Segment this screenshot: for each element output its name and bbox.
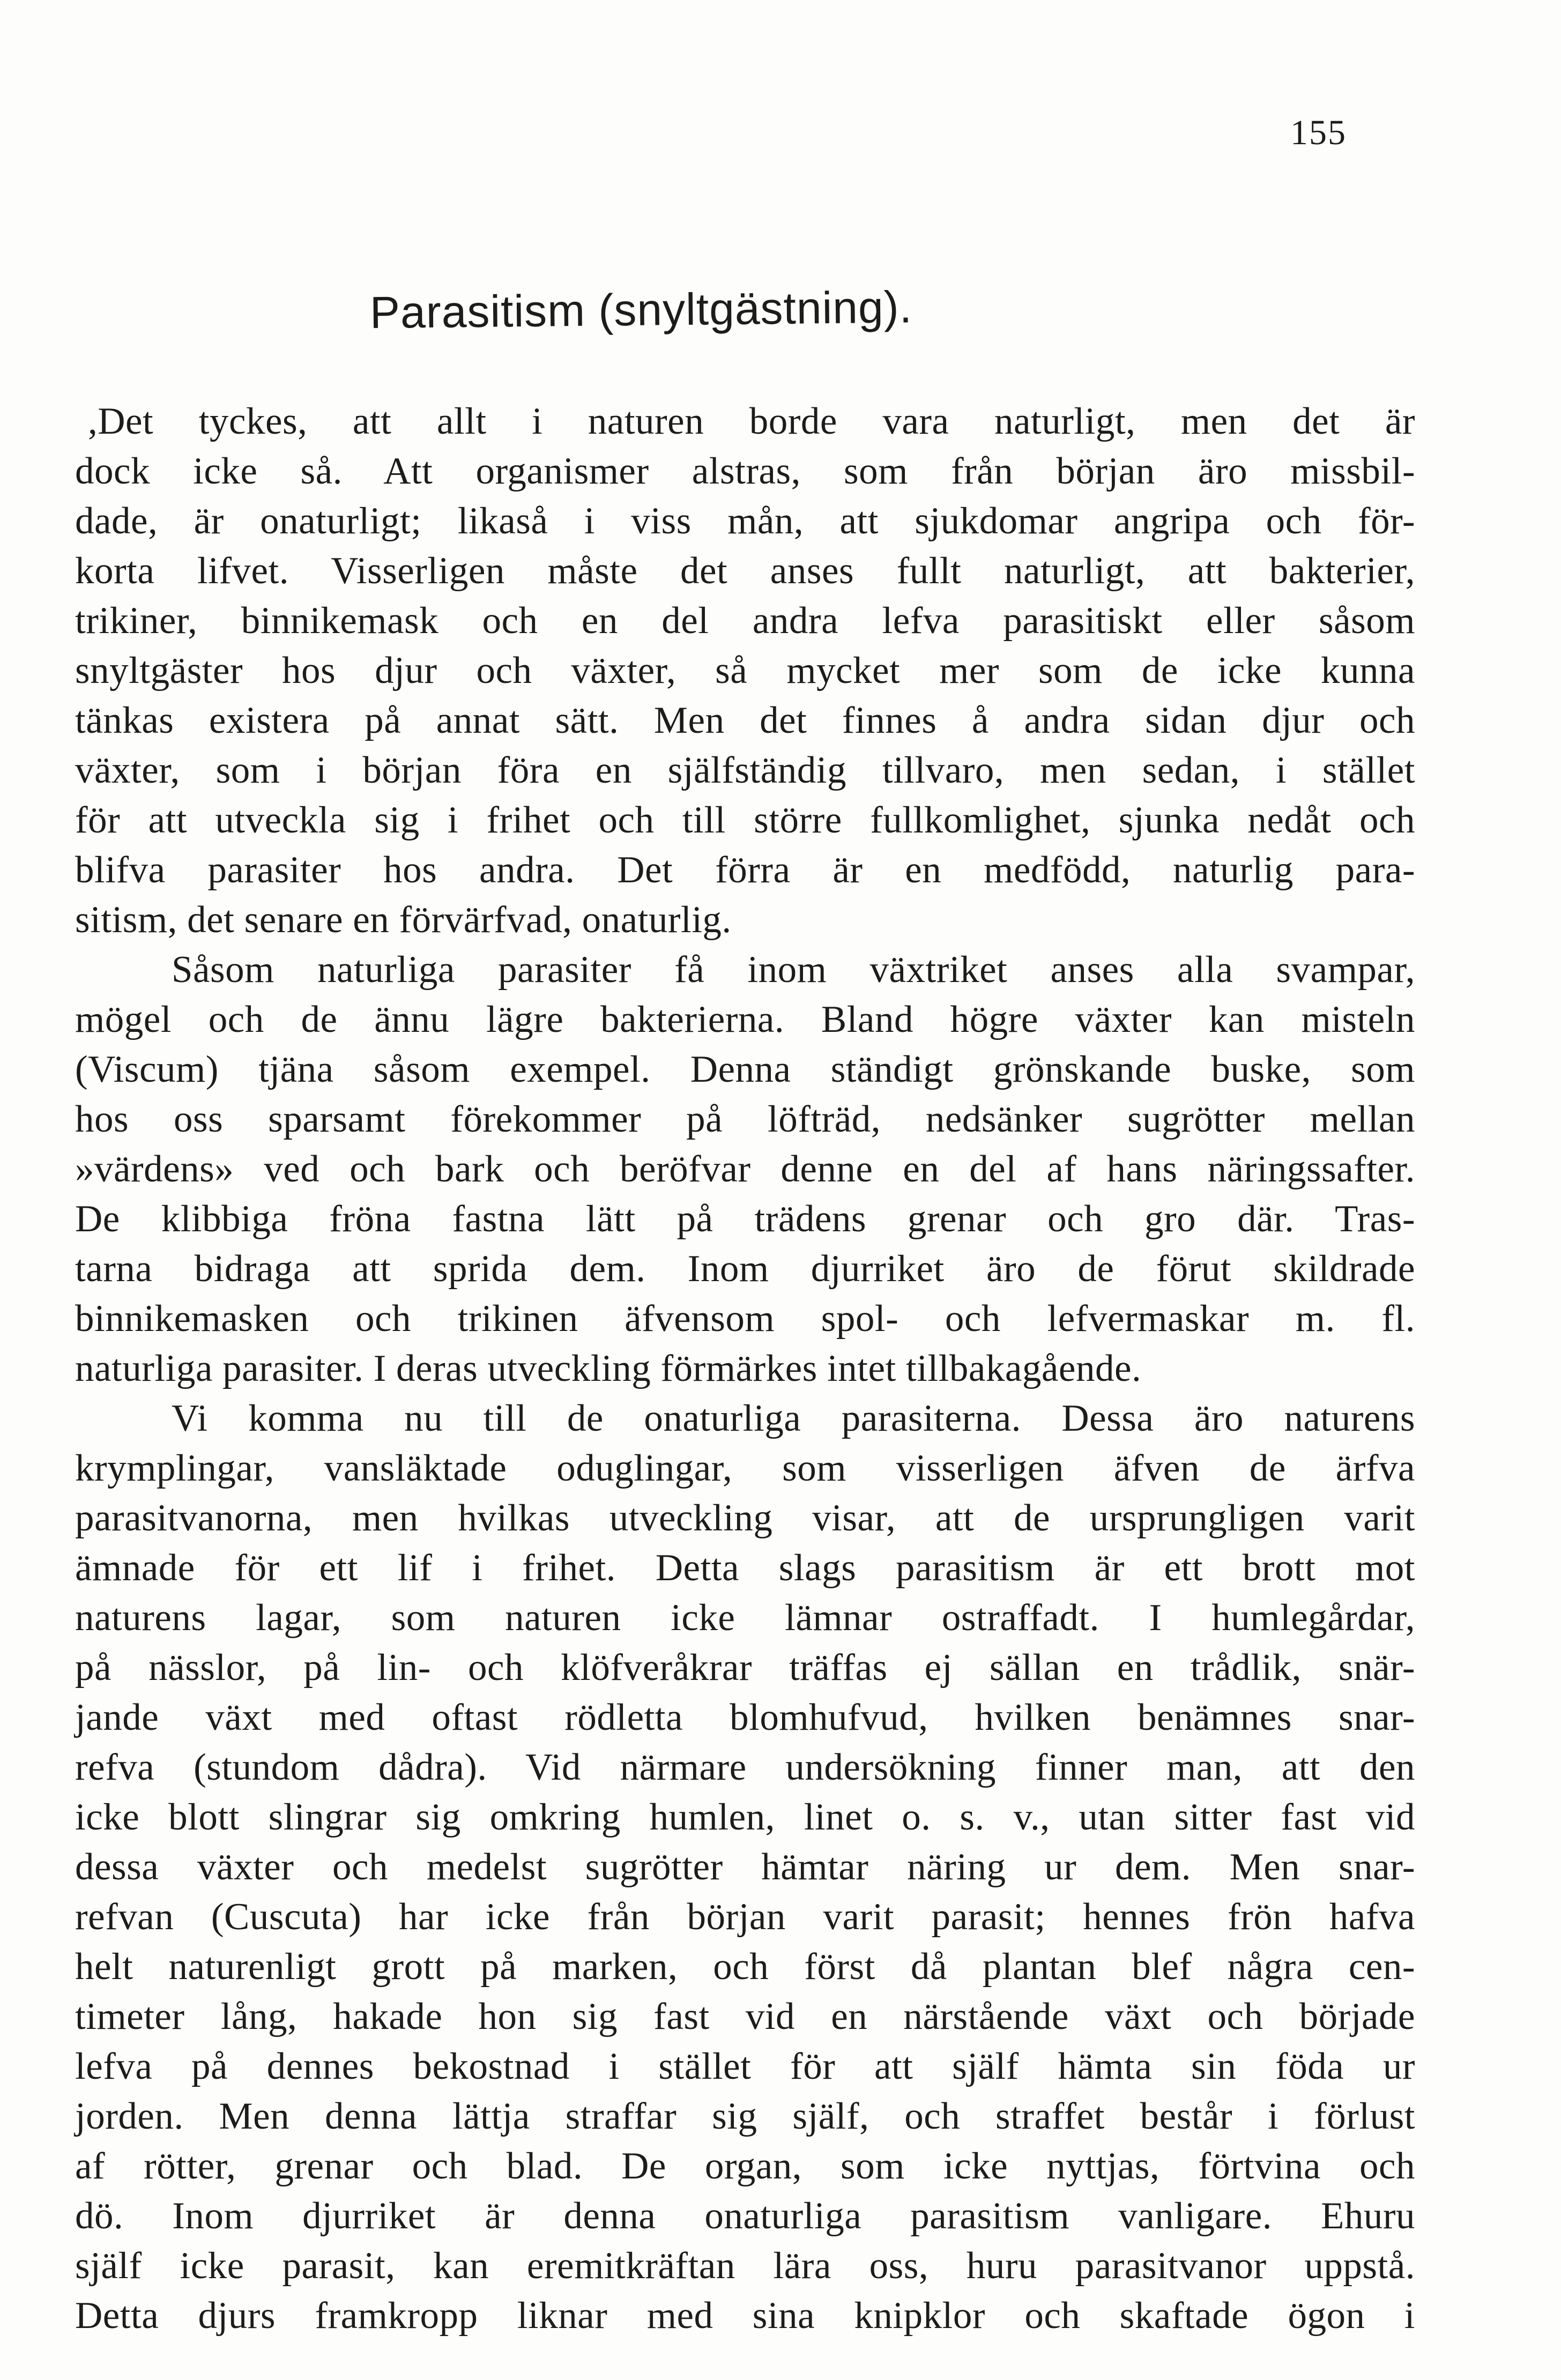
text-line: sitism, det senare en förvärfvad, onaturlig. [75,899,732,941]
text-line: tarna bidraga att sprida dem. Inom djurriket äro de förut skildrade [75,1248,1415,1290]
text-line: trikiner, binnikemask och en del andra lefva parasitiskt eller såsom [75,600,1415,642]
text-line: lefva på dennes bekostnad i stället för att själf hämta sin föda ur [75,2046,1415,2087]
text-line: snyltgäster hos djur och växter, så mycket mer som de icke kunna [75,650,1415,691]
text-line: »värdens» ved och bark och beröfvar denne en del af hans näringssafter. [75,1148,1415,1190]
text-line: dessa växter och medelst sugrötter hämtar näring ur dem. Men snar- [75,1846,1415,1888]
body-text [75,397,1415,2341]
text-line: af rötter, grenar och blad. De organ, som icke nyttjas, förtvina och [75,2145,1415,2187]
text-line: ,Det tyckes, att allt i naturen borde vara naturligt, men det är [88,400,1415,442]
text-line: dö. Inom djurriket är denna onaturliga parasitism vanligare. Ehuru [75,2195,1415,2237]
text-line: refvan (Cuscuta) har icke från början varit parasit; hennes frön hafva [75,1896,1415,1938]
text-line: för att utveckla sig i frihet och till större fullkomlighet, sjunka nedåt och [75,799,1415,841]
page-title: Parasitism (snyltgästning). [369,281,913,338]
text-line: icke blott slingrar sig omkring humlen, linet o. s. v., utan sitter fast vid [75,1796,1415,1838]
text-line: hos oss sparsamt förekommer på löfträd, nedsänker sugrötter mellan [75,1098,1415,1140]
text-line: naturliga parasiter. I deras utveckling förmärkes intet tillbakagående. [75,1348,1142,1389]
text-line: tänkas existera på annat sätt. Men det finnes å andra sidan djur och [75,700,1415,741]
text-line: parasitvanorna, men hvilkas utveckling visar, att de ursprungligen varit [75,1497,1415,1539]
text-line: ämnade för ett lif i frihet. Detta slags parasitism är ett brott mot [75,1547,1415,1589]
text-line: Detta djurs framkropp liknar med sina knipklor och skaftade ögon i [75,2295,1415,2337]
text-line: Såsom naturliga parasiter få inom växtriket anses alla svampar, [172,949,1415,991]
text-line: dock icke så. Att organismer alstras, som från början äro missbil- [75,450,1415,492]
text-line: blifva parasiter hos andra. Det förra är en medfödd, naturlig para- [75,849,1415,891]
page-number: 155 [1290,113,1347,152]
text-line: själf icke parasit, kan eremitkräftan lära oss, huru parasitvanor uppstå. [75,2245,1415,2287]
text-line: De klibbiga fröna fastna lätt på trädens grenar och gro där. Tras- [75,1198,1415,1240]
text-line: växter, som i början föra en själfständig tillvaro, men sedan, i stället [75,749,1415,791]
text-line: refva (stundom dådra). Vid närmare undersökning finner man, att den [75,1746,1415,1788]
text-line: jande växt med oftast rödletta blomhufvud, hvilken benämnes snar- [75,1697,1415,1738]
text-line: krymplingar, vansläktade oduglingar, som visserligen äfven de ärfva [75,1447,1415,1489]
text-line: naturens lagar, som naturen icke lämnar ostraffadt. I humlegårdar, [75,1597,1415,1639]
text-line: mögel och de ännu lägre bakterierna. Bland högre växter kan misteln [75,999,1415,1040]
text-line: jorden. Men denna lättja straffar sig själf, och straffet består i förlust [75,2095,1415,2137]
text-line: timeter lång, hakade hon sig fast vid en närstående växt och började [75,1996,1415,2037]
text-line: (Viscum) tjäna såsom exempel. Denna ständigt grönskande buske, som [75,1048,1415,1090]
text-line: dade, är onaturligt; likaså i viss mån, att sjukdomar angripa och för- [75,500,1415,542]
text-line: helt naturenligt grott på marken, och först då plantan blef några cen- [75,1946,1415,1988]
text-line: korta lifvet. Visserligen måste det anses fullt naturligt, att bakterier, [75,550,1415,592]
text-line: Vi komma nu till de onaturliga parasiterna. Dessa äro naturens [172,1397,1415,1439]
text-line: på nässlor, på lin- och klöfveråkrar träffas ej sällan en trådlik, snär- [75,1647,1415,1689]
text-line: binnikemasken och trikinen äfvensom spol- och lefvermaskar m. fl. [75,1298,1415,1340]
